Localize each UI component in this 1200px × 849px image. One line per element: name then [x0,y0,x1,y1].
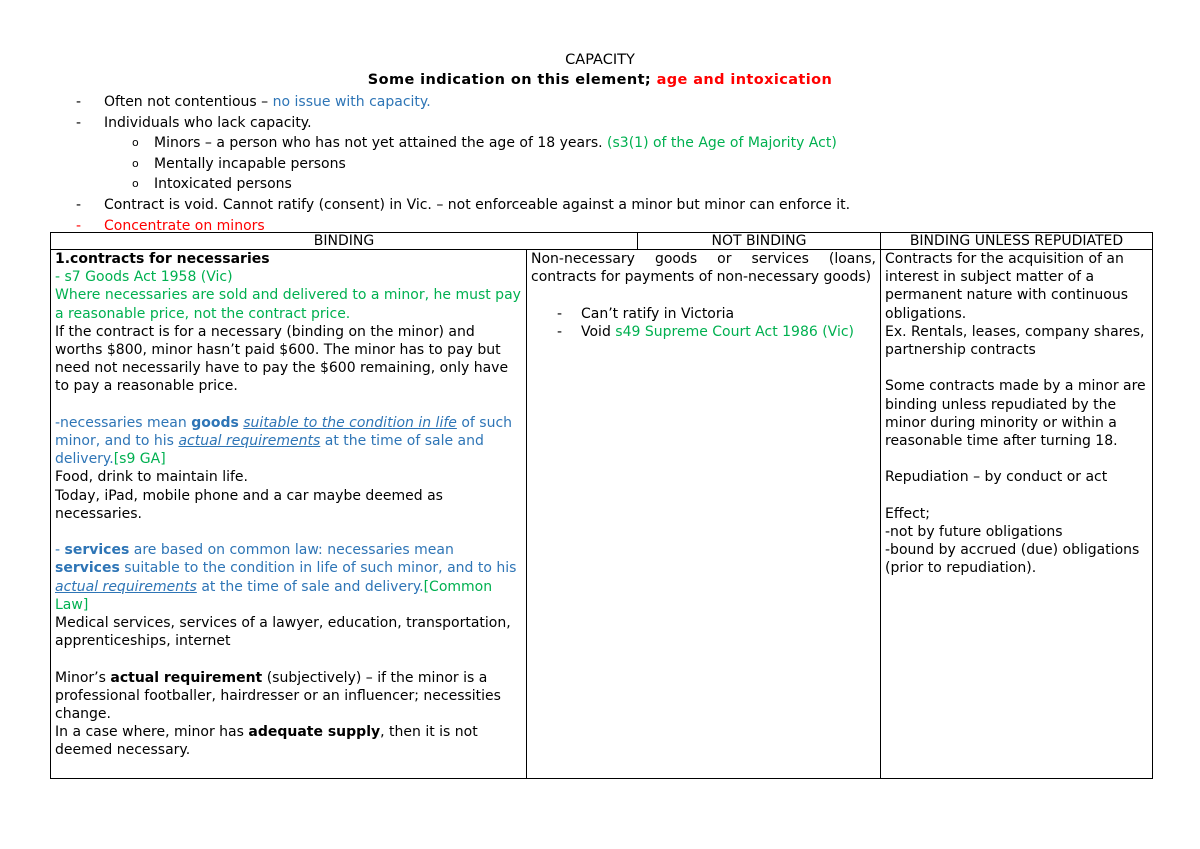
note-text: Concentrate on minors [104,217,265,234]
notes-list [76,92,1176,236]
services-phrase-requirements: actual requirements [55,578,197,595]
binding-reference: - s7 Goods Act 1958 (Vic) [55,269,233,286]
page-subtitle [0,71,1200,89]
binding-unless-examples: Ex. Rentals, leases, company shares, partnership contracts [885,323,1145,359]
list-subitem [76,154,1176,175]
goods-keyword: goods [191,414,239,431]
list-subitem [76,174,1176,195]
binding-rule: Where necessaries are sold and delivered to a minor, he must pay a reasonable price, not the contract price. [55,287,521,322]
minor-text: Minor’s [55,669,106,686]
minor-text: (subjectively) – if the minor is a professional footballer, hairdresser or an influencer; necessities change. [55,669,501,723]
adequate-supply [55,723,522,759]
goods-text: at the time of sale and delivery. [55,433,484,468]
list-item [531,323,876,341]
note-text: Minors – a person who has not yet attained the age of 18 years. [154,135,603,152]
goods-text: of such minor, and to his [55,414,513,450]
binding-unless-cell [881,250,1153,779]
services-reference: [Common Law] [55,578,493,613]
circle-bullet-icon: o [132,136,139,150]
case-text: , then it is not deemed necessary. [55,724,478,759]
note-text: Mentally incapable persons [154,155,346,172]
note-reference: (s3(1) of the Age of Majority Act) [607,135,837,152]
list-subitem [76,133,1176,154]
repudiation-line: Repudiation – by conduct or act [885,469,1108,486]
services-text: - [55,542,61,559]
services-text: suitable to the condition in life of such minor, and to his [124,560,517,577]
circle-bullet-icon: o [132,177,139,191]
capacity-table [50,232,1153,779]
services-text: are based on common law: necessaries mean [133,542,454,559]
binding-heading: 1.contracts for necessaries [55,251,270,267]
minor-keyword: actual requirement [110,669,263,686]
list-item [76,195,1176,216]
list-item [76,92,1176,113]
binding-cell [51,250,527,779]
not-binding-item: Can’t ratify in Victoria [581,305,735,322]
note-text: Individuals who lack capacity. [104,114,312,131]
header-binding: BINDING [51,233,638,250]
circle-bullet-icon: o [132,156,139,170]
effect-heading: Effect; [885,505,931,522]
goods-phrase-condition: suitable to the condition in life [243,414,457,431]
list-item [531,305,876,323]
table-row [51,250,1153,779]
header-not-binding: NOT BINDING [638,233,881,250]
dash-bullet: - [76,217,82,234]
subtitle-highlight: age and intoxication [656,72,833,88]
binding-example: If the contract is for a necessary (binding on the minor) and worths $800, minor hasn’t paid $600. The minor has to pay but need not necessarily have to pay the $600 remaining, only have to pay a reasonable price. [55,323,509,395]
page-title: CAPACITY [565,52,635,68]
note-text: Contract is void. Cannot ratify (consent) in Vic. – not enforceable against a minor but minor can enforce it. [104,196,851,213]
note-highlight: no issue with capacity. [272,94,431,110]
not-binding-cell [527,250,881,779]
not-binding-intro: Non-necessary goods or services (loans, contracts for payments of non-necessary goods) [531,251,876,286]
not-binding-item: Void [581,323,611,340]
not-binding-reference: s49 Supreme Court Act 1986 (Vic) [615,323,855,340]
food-line: Food, drink to maintain life. [55,469,248,486]
binding-unless-para: Some contracts made by a minor are binding unless repudiated by the minor during minority or within a reasonable time after turning 18. [885,378,1146,450]
today-line: Today, iPad, mobile phone and a car maybe deemed as necessaries. [55,487,443,522]
services-keyword: services [64,542,130,559]
minor-requirement [55,669,522,724]
dash-bullet: - [76,196,82,213]
effect-item: -not by future obligations [885,524,1063,540]
medical-line: Medical services, services of a lawyer, education, transportation, apprenticeships, internet [55,615,511,650]
goods-reference: [s9 GA] [113,451,166,468]
dash-bullet: - [557,305,563,322]
dash-bullet: - [76,94,82,110]
effect-item: -bound by accrued (due) obligations (prior to repudiation). [885,542,1140,577]
note-text: Often not contentious – [104,94,269,110]
case-keyword: adequate supply [248,724,381,741]
note-text: Intoxicated persons [154,176,292,193]
goods-text: -necessaries mean [55,414,187,431]
goods-phrase-requirements: actual requirements [178,433,321,450]
list-item [76,113,1176,134]
services-keyword: services [55,560,120,577]
subtitle-text: Some indication on this element; [367,72,652,88]
header-binding-unless-repudiated: BINDING UNLESS REPUDIATED [881,233,1153,250]
dash-bullet: - [76,114,82,131]
services-text: at the time of sale and delivery. [201,578,424,595]
services-definition [55,541,522,614]
table-header-row [51,233,1153,250]
goods-definition [55,414,522,469]
dash-bullet: - [557,323,563,340]
case-text: In a case where, minor has [55,724,244,741]
binding-unless-para: Contracts for the acquisition of an interest in subject matter of a permanent nature with continuous obligations. [885,251,1128,322]
